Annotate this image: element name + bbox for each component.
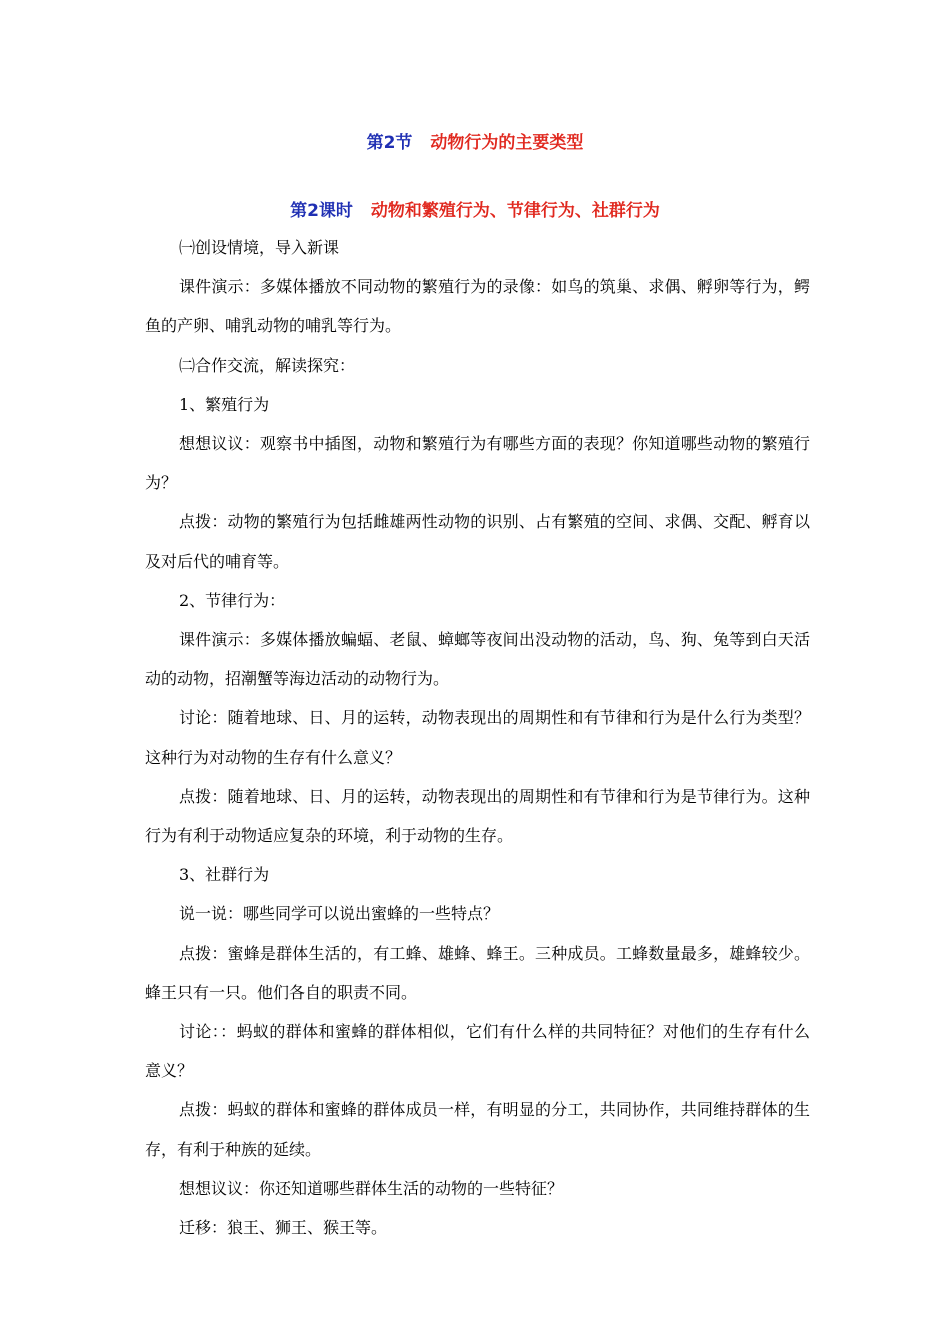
paragraph: 想想议议：观察书中插图，动物和繁殖行为有哪些方面的表现？你知道哪些动物的繁殖行为？ (145, 434, 810, 493)
paragraph: 3、社群行为 (179, 865, 270, 885)
paragraph: 课件演示：多媒体播放不同动物的繁殖行为的录像：如鸟的筑巢、求偶、孵卵等行为，鳄鱼的产卵、哺乳动物的哺乳等行为。 (145, 277, 810, 336)
lesson-title-text: 动物和繁殖行为、节律行为、社群行为 (370, 201, 660, 221)
paragraph: 想想议议：你还知道哪些群体生活的动物的一些特征？ (179, 1178, 564, 1198)
paragraph: 点拨：随着地球、日、月的运转，动物表现出的周期性和有节律和行为是节律行为。这种行为有利于动物适应复杂的环境，利于动物的生存。 (145, 786, 810, 846)
lesson-title (0, 196, 950, 221)
section-title (0, 128, 950, 153)
section-title-text: 动物行为的主要类型 (430, 133, 584, 153)
paragraph: 点拨：动物的繁殖行为包括雌雄两性动物的识别、占有繁殖的空间、求偶、交配、孵育以及对后代的哺育等。 (145, 512, 810, 571)
paragraph: 点拨：蜜蜂是群体生活的，有工蜂、雄蜂、蜂王。三种成员。工蜂数量最多，雄蜂较少。蜂王只有一只。他们各自的职责不同。 (145, 943, 810, 1002)
paragraph: ㈠创设情境，导入新课 (179, 238, 340, 257)
paragraph: ㈡合作交流，解读探究： (179, 355, 356, 375)
paragraph: 讨论：随着地球、日、月的运转，动物表现出的周期性和有节律和行为是什么行为类型？这种行为对动物的生存有什么意义？ (145, 708, 810, 767)
paragraph: 迁移：狼王、狮王、猴王等。 (179, 1218, 388, 1238)
section-number: 第2节 (366, 133, 413, 153)
paragraph: 点拨：蚂蚁的群体和蜜蜂的群体成员一样，有明显的分工，共同协作，共同维持群体的生存，有利于种族的延续。 (145, 1100, 810, 1159)
paragraph: 2、节律行为： (179, 590, 286, 610)
lesson-number: 第2课时 (290, 201, 353, 221)
document-body (145, 228, 810, 1247)
paragraph: 讨论：：蚂蚁的群体和蜜蜂的群体相似，它们有什么样的共同特征？对他们的生存有什么意义？ (145, 1022, 810, 1081)
paragraph: 说一说：哪些同学可以说出蜜蜂的一些特点？ (179, 904, 500, 924)
paragraph: 1、繁殖行为 (179, 394, 270, 414)
paragraph: 课件演示：多媒体播放蝙蝠、老鼠、蟑螂等夜间出没动物的活动，鸟、狗、兔等到白天活动的动物，招潮蟹等海边活动的动物行为。 (145, 630, 810, 689)
